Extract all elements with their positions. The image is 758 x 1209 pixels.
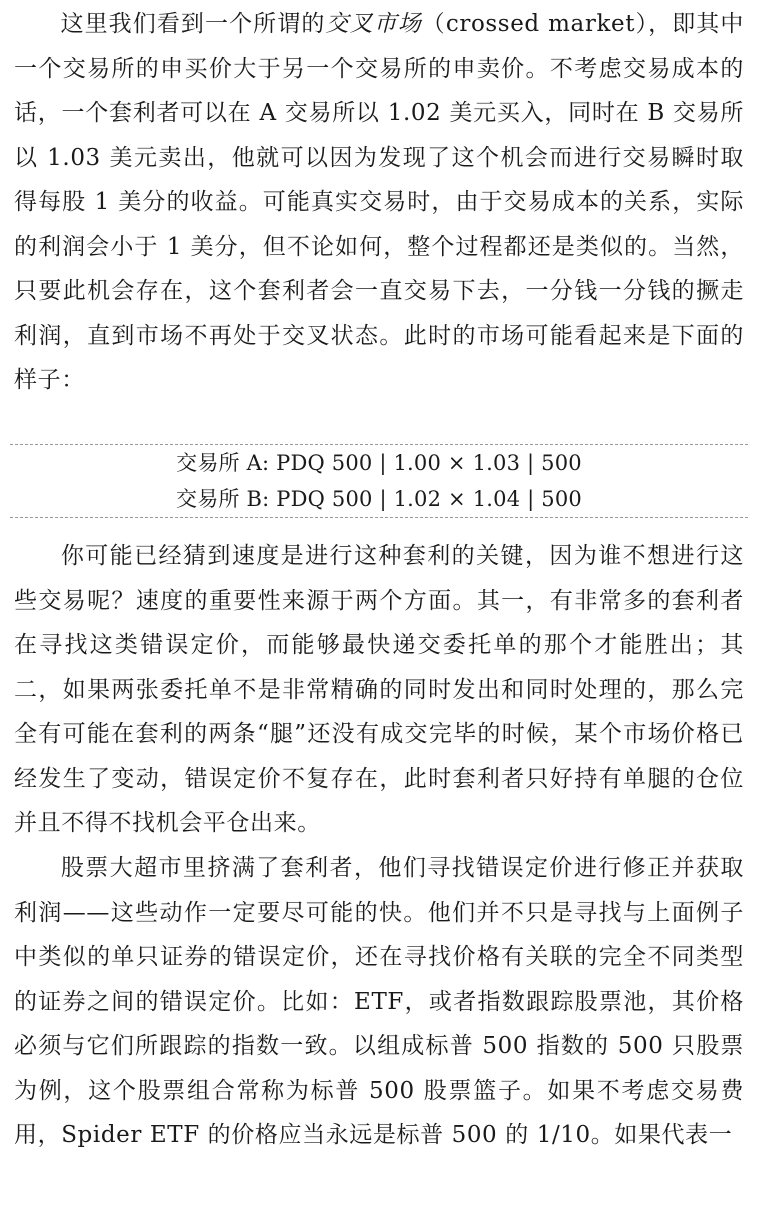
paragraph-arbitrageurs [14, 846, 744, 1158]
paragraph-speed [14, 534, 744, 846]
quote-line-exchange-b: 交易所 B: PDQ 500 | 1.02 × 1.04 | 500 [176, 487, 582, 511]
quote-line-exchange-a: 交易所 A: PDQ 500 | 1.00 × 1.03 | 500 [176, 451, 582, 475]
quote-block [14, 444, 744, 526]
paragraph-1-text-after: （crossed market），即其中一个交易所的申买价大于另一个交易所的申卖价。不考虑交易成本的话，一个套利者可以在 A 交易所以 1.02 美元买入，同时在 B 交易所以 1.03 美元卖出，他就可以因为发现了这个机会而进行交易瞬时取得每股 1 美分的收益。可能真实交易时，由于交易成本的关系，实际的利润会小于 1 美分，但不论如何，整个过程都还是类似的。当然，只要此机会存在，这个套利者会一直交易下去，一分钱一分钱的撅走利润，直到市场不再处于交叉状态。此时的市场可能看起来是下面的样子： [14, 11, 744, 393]
paragraph-2-text: 你可能已经猜到速度是进行这种套利的关键，因为谁不想进行这些交易呢？速度的重要性来源于两个方面。其一，有非常多的套利者在寻找这类错误定价，而能够最快递交委托单的那个才能胜出；其二，如果两张委托单不是非常精确的同时发出和同时处理的，那么完全有可能在套利的两条“腿”还没有成交完毕的时候，某个市场价格已经发生了变动，错误定价不复存在，此时套利者只好持有单腿的仓位并且不得不找机会平仓出来。 [14, 543, 744, 836]
paragraph-crossed-market [14, 2, 744, 444]
paragraph-1-emphasis: 交叉市场 [325, 11, 422, 37]
bottom-divider [10, 517, 748, 518]
paragraph-3-text: 股票大超市里挤满了套利者，他们寻找错误定价进行修正并获取利润——这些动作一定要尽可能的快。他们并不只是寻找与上面例子中类似的单只证券的错误定价，还在寻找价格有关联的完全不同类型的证券之间的错误定价。比如：ETF，或者指数跟踪股票池，其价格必须与它们所跟踪的指数一致。以组成标普 500 指数的 500 只股票为例，这个股票组合常称为标普 500 股票篮子。如果不考虑交易费用，Spider ETF 的价格应当永远是标普 500 的 1/10。如果代表一 [14, 855, 744, 1148]
paragraph-1-text-before: 这里我们看到一个所谓的 [60, 11, 326, 37]
